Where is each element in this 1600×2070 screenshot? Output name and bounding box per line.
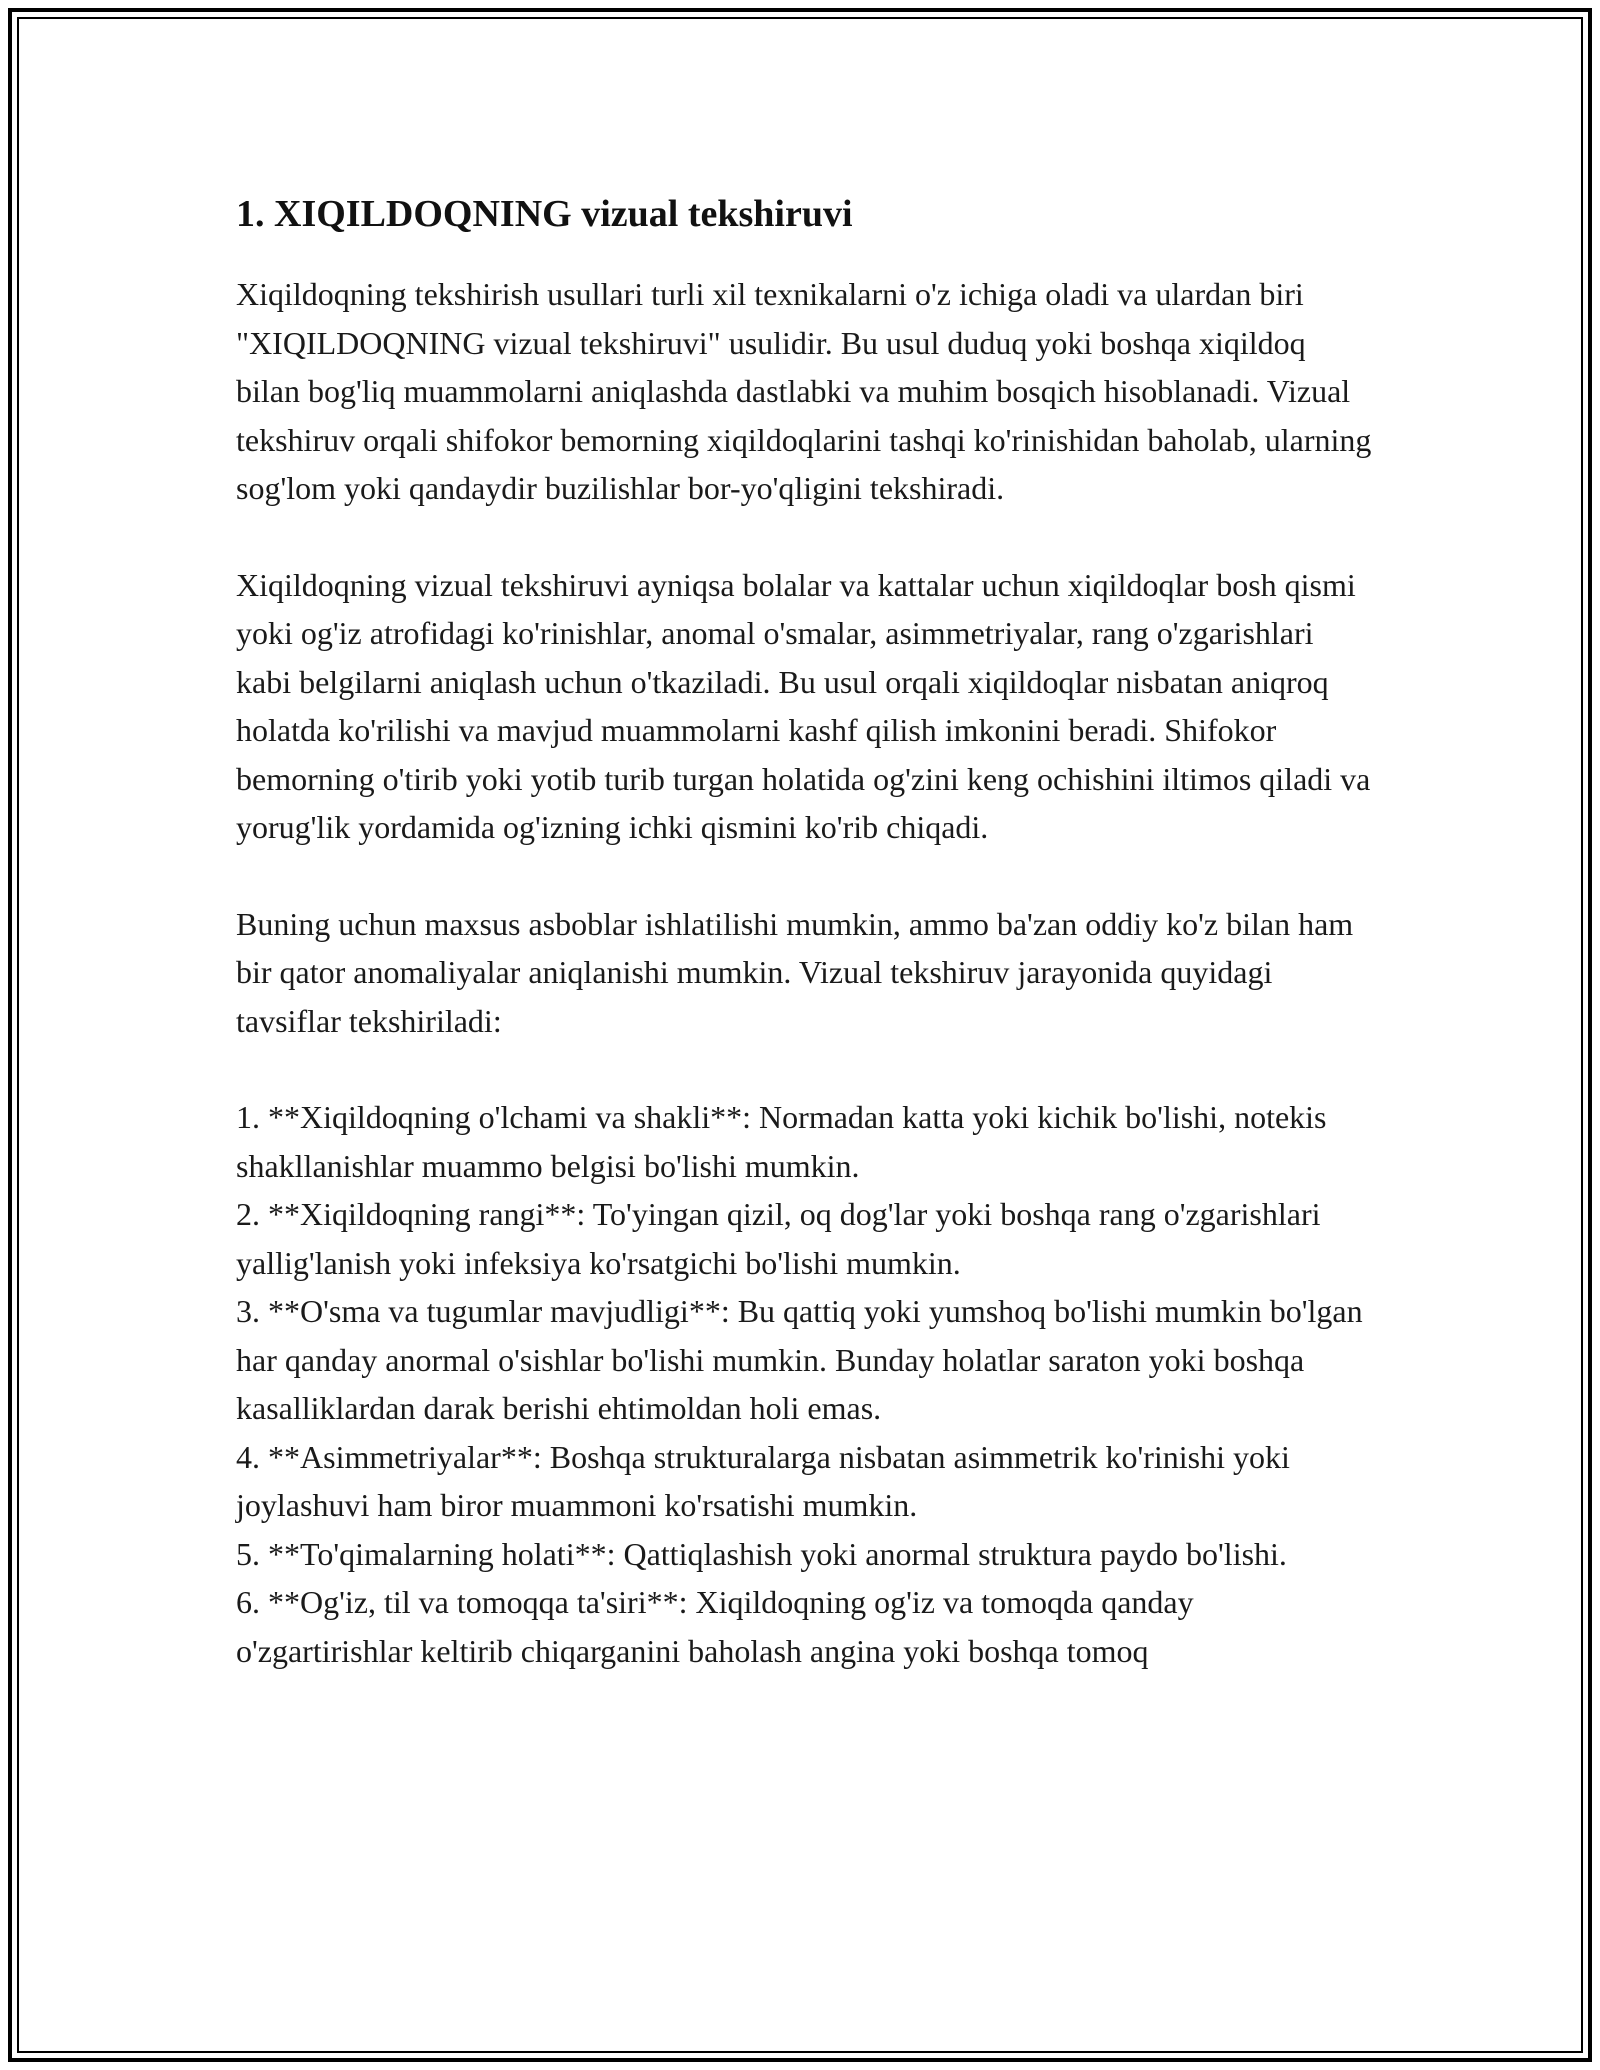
criteria-list [236, 1093, 1376, 1675]
list-item: 5. **To'qimalarning holati**: Qattiqlashish yoki anormal struktura paydo bo'lishi. [236, 1535, 1287, 1572]
list-item: 4. **Asimmetriyalar**: Boshqa strukturalarga nisbatan asimmetrik ko'rinishi yoki joylashuvi ham biror muammoni ko'rsatishi mumkin. [236, 1438, 1290, 1523]
paragraph-purpose: Xiqildoqning vizual tekshiruvi ayniqsa bolalar va kattalar uchun xiqildoqlar bosh qismi yoki og'iz atrofidagi ko'rinishlar, anomal o'smalar, asimmetriyalar, rang o'zgarishlari kabi belgilarni aniqlash uchun o'tkaziladi. Bu usul orqali xiqildoqlar nisbatan aniqroq holatda ko'rilishi va mavjud muammolarni kashf qilish imkonini beradi. Shifokor bemorning o'tirib yoki yotib turib turgan holatida og'zini keng ochishini iltimos qiladi va yorug'lik yordamida og'izning ichki qismini ko'rib chiqadi. [236, 566, 1371, 845]
list-item: 2. **Xiqildoqning rangi**: To'yingan qizil, oq dog'lar yoki boshqa rang o'zgarishlari yallig'lanish yoki infeksiya ko'rsatgichi bo'lishi mumkin. [236, 1196, 1321, 1281]
section-heading: 1. XIQILDOQNING vizual tekshiruvi [236, 193, 853, 235]
list-item: 6. **Og'iz, til va tomoqqa ta'siri**: Xiqildoqning og'iz va tomoqda qanday o'zgartirishlar keltirib chiqarganini baholash angina yoki boshqa tomoq [236, 1584, 1194, 1669]
paragraph-tools: Buning uchun maxsus asboblar ishlatilishi mumkin, ammo ba'zan oddiy ko'z bilan ham bir qator anomaliyalar aniqlanishi mumkin. Vizual tekshiruv jarayonida quyidagi tavsiflar tekshiriladi: [236, 905, 1354, 1039]
document-content [236, 188, 1376, 1675]
paragraph-intro: Xiqildoqning tekshirish usullari turli xil texnikalarni o'z ichiga oladi va ulardan biri "XIQILDOQNING vizual tekshiruvi" usulidir. Bu usul duduq yoki boshqa xiqildoq bilan bog'liq muammolarni aniqlashda dastlabki va muhim bosqich hisoblanadi. Vizual tekshiruv orqali shifokor bemorning xiqildoqlarini tashqi ko'rinishidan baholab, ularning sog'lom yoki qandaydir buzilishlar bor-yo'qligini tekshiradi. [236, 276, 1372, 506]
list-item: 1. **Xiqildoqning o'lchami va shakli**: Normadan katta yoki kichik bo'lishi, notekis shakllanishlar muammo belgisi bo'lishi mumkin. [236, 1099, 1327, 1184]
list-item: 3. **O'sma va tugumlar mavjudligi**: Bu qattiq yoki yumshoq bo'lishi mumkin bo'lgan har qanday anormal o'sishlar bo'lishi mumkin. Bunday holatlar saraton yoki boshqa kasalliklardan darak berishi ehtimoldan holi emas. [236, 1293, 1363, 1426]
